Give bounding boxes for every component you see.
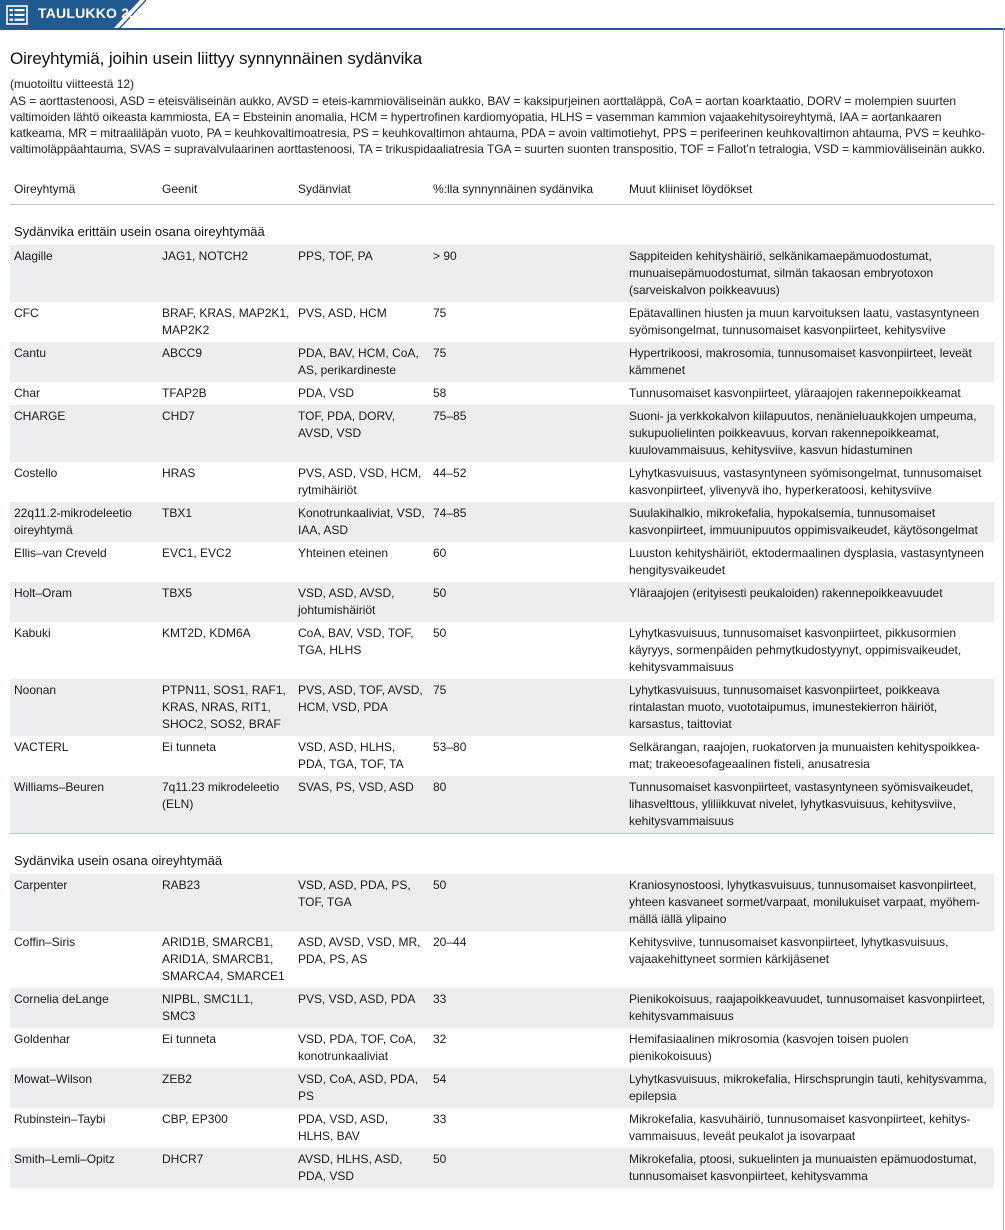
cell-defects: VSD, ASD, AVSD, johtumishäiriöt (294, 582, 429, 622)
table-title: Oireyhtymiä, joihin usein liittyy synnynnäinen sydänvika (10, 49, 423, 68)
table-number-label: TAULUKKO 2. (38, 5, 134, 21)
table-body (10, 205, 994, 1189)
cell-defects: PDA, VSD (294, 382, 429, 405)
cell-syndrome: Cornelia deLange (10, 988, 158, 1028)
cell-percent: 50 (429, 622, 625, 679)
table-label-tab (0, 0, 165, 30)
cell-defects: VSD, ASD, PDA, PS, TOF, TGA (294, 874, 429, 931)
cell-findings: Suulakihalkio, mikrokefalia, hypokalsemia, tunnusomaiset kasvonpiirteet, immuunipuutos oppimisvaikeudet, käytösongelmat (625, 502, 994, 542)
syndrome-table (10, 176, 994, 1188)
column-header-syndrome: Oireyhtymä (10, 176, 158, 205)
cell-findings: Lyhytkasvuisuus, tunnusomaiset kasvonpiirteet, poikkeava rintalastan muoto, vuototaipumus, imunestekierron häiriöt, karsastus, taittoviat (625, 679, 994, 736)
table-row (10, 874, 994, 931)
cell-findings: Sappiteiden kehityshäiriö, selkänikamaepämuodostumat, munuaisepämuodostumat, silmän takaosan embryotoxon (sarveiskalvon poikkeavuus) (625, 245, 994, 302)
cell-findings: Mikrokefalia, kasvuhäiriö, tunnusomaiset kasvonpiirteet, kehitysvammaisuus, leveät peukalot ja isovarpaat (625, 1108, 994, 1148)
table-row (10, 622, 994, 679)
cell-percent: 58 (429, 382, 625, 405)
cell-syndrome: Ellis–van Creveld (10, 542, 158, 582)
cell-defects: PDA, VSD, ASD, HLHS, BAV (294, 1108, 429, 1148)
cell-percent: 54 (429, 1068, 625, 1108)
column-header-defects: Sydänviat (294, 176, 429, 205)
cell-syndrome: Kabuki (10, 622, 158, 679)
cell-syndrome: Holt–Oram (10, 582, 158, 622)
cell-genes: CHD7 (158, 405, 294, 462)
cell-genes: RAB23 (158, 874, 294, 931)
cell-syndrome: Goldenhar (10, 1028, 158, 1068)
cell-syndrome: VACTERL (10, 736, 158, 776)
cell-percent: 75 (429, 302, 625, 342)
cell-genes: ZEB2 (158, 1068, 294, 1108)
cell-genes: KMT2D, KDM6A (158, 622, 294, 679)
cell-syndrome: CHARGE (10, 405, 158, 462)
cell-genes: ABCC9 (158, 342, 294, 382)
table-row (10, 342, 994, 382)
cell-genes: EVC1, EVC2 (158, 542, 294, 582)
section-title: Sydänvika usein osana oireyhtymää (10, 834, 994, 875)
cell-percent: > 90 (429, 245, 625, 302)
table-row (10, 245, 994, 302)
cell-syndrome: Alagille (10, 245, 158, 302)
cell-genes: PTPN11, SOS1, RAF1, KRAS, NRAS, RIT1, SHOC2, SOS2, BRAF (158, 679, 294, 736)
cell-percent: 50 (429, 582, 625, 622)
cell-defects: AVSD, HLHS, ASD, PDA, VSD (294, 1148, 429, 1188)
cell-findings: Lyhytkasvuisuus, tunnusomaiset kasvonpiirteet, pikkusormien käyryys, sormenpäiden pehmytkudostyynyt, oppimisvaikeudet, kehitysvammaisuus (625, 622, 994, 679)
cell-genes: 7q11.23 mikrodeleetio (ELN) (158, 776, 294, 834)
cell-findings: Kehitysviive, tunnusomaiset kasvonpiirteet, lyhytkasvuisuus, vajaakehittyneet sormien kärkijäsenet (625, 931, 994, 988)
section-header-row (10, 834, 994, 875)
cell-genes: BRAF, KRAS, MAP2K1, MAP2K2 (158, 302, 294, 342)
cell-genes: TBX5 (158, 582, 294, 622)
cell-findings: Hemifasiaalinen mikrosomia (kasvojen toisen puolen pienikokoisuus) (625, 1028, 994, 1068)
cell-defects: PVS, ASD, TOF, AVSD, HCM, VSD, PDA (294, 679, 429, 736)
cell-syndrome: Carpenter (10, 874, 158, 931)
cell-defects: VSD, CoA, ASD, PDA, PS (294, 1068, 429, 1108)
table-row (10, 776, 994, 834)
cell-genes: CBP, EP300 (158, 1108, 294, 1148)
table-source-note: (muotoiltu viitteestä 12) (10, 77, 135, 91)
cell-syndrome: Smith–Lemli–Opitz (10, 1148, 158, 1188)
cell-percent: 33 (429, 988, 625, 1028)
cell-defects: Yhteinen eteinen (294, 542, 429, 582)
table-row (10, 462, 994, 502)
cell-genes: DHCR7 (158, 1148, 294, 1188)
cell-defects: CoA, BAV, VSD, TOF, TGA, HLHS (294, 622, 429, 679)
cell-findings: Epätavallinen hiusten ja muun karvoituksen laatu, vastasyntyneen syömisongelmat, tunnusomaiset kasvonpiirteet, kehitysviive (625, 302, 994, 342)
table-row (10, 736, 994, 776)
cell-findings: Tunnusomaiset kasvonpiirteet, vastasyntyneen syömisvaikeudet, lihasvelttous, yliliikkuvat nivelet, lyhytkasvuisuus, kehitysviive, kehitysvammaisuus (625, 776, 994, 834)
cell-genes: TBX1 (158, 502, 294, 542)
cell-syndrome: Cantu (10, 342, 158, 382)
cell-genes: ARID1B, SMARCB1, ARID1A, SMARCB1, SMARCA4, SMARCE1 (158, 931, 294, 988)
cell-findings: Suoni- ja verkkokalvon kiilapuutos, nenänieluaukkojen umpeuma, sukupuolielinten poikkeavuus, korvan rakennepoikkeamat, kuulovammaisuus, kehitysviive, kasvun hidastuminen (625, 405, 994, 462)
cell-genes: Ei tunneta (158, 1028, 294, 1068)
cell-syndrome: Coffin–Siris (10, 931, 158, 988)
table-row (10, 679, 994, 736)
cell-syndrome: CFC (10, 302, 158, 342)
cell-findings: Kraniosynostoosi, lyhytkasvuisuus, tunnusomaiset kasvonpiirteet, yhteen kasvaneet sormet/varpaat, monilukuiset varpaat, myöhemmällä iällä ylipaino (625, 874, 994, 931)
cell-findings: Mikrokefalia, ptoosi, sukuelinten ja munuaisten epämuodostumat, tunnusomaiset kasvonpiirteet, kehitysvamma (625, 1148, 994, 1188)
column-header-findings: Muut kliiniset löydökset (625, 176, 994, 205)
cell-findings: Lyhytkasvuisuus, vastasyntyneen syömisongelmat, tunnusomaiset kasvonpiirteet, ylivenyvä iho, hyperkeratoosi, kehitysviive (625, 462, 994, 502)
cell-findings: Yläraajojen (erityisesti peukaloiden) rakennepoikkeavuudet (625, 582, 994, 622)
cell-syndrome: Noonan (10, 679, 158, 736)
cell-percent: 50 (429, 874, 625, 931)
cell-findings: Selkärangan, raajojen, ruokatorven ja munuaisten kehityspoikkeamat; trakeoesofageaalinen fisteli, anusatresia (625, 736, 994, 776)
abbreviations-legend: AS = aorttastenoosi, ASD = eteisväliseinän aukko, AVSD = eteis-kammioväliseinän aukko, BAV = kaksipurjeinen aorttaläppä, CoA = aortan koarktaatio, DORV = molempien suurten valtimoiden lähtö oikeasta kammiosta, EA = Ebsteinin anomalia, HCM = hypertrofinen kardiomyopatia, HLHS = vasemman kammion vajaakehitysoireyhtymä, IAA = aortankaaren katkeama, MR = mitraaliläpän vuoto, PA = keuhkovaltimoatresia, PS = keuhkovaltimon ahtauma, PDA = avoin valtimotiehyt, PPS = perifeerinen keuhkovaltimon ahtauma, PVS = keuhkovaltimoläppäahtauma, SVAS = supravalvulaarinen aorttastenoosi, TA = trikuspidaaliatresia TGA = suurten suonten transpositio, TOF = Fallot’n tetralogia, VSD = kammioväliseinän aukko. (10, 94, 986, 156)
table-row (10, 988, 994, 1028)
section-header-row (10, 205, 994, 246)
frame-right-border (1003, 28, 1004, 1230)
cell-defects: SVAS, PS, VSD, ASD (294, 776, 429, 834)
cell-syndrome: Williams–Beuren (10, 776, 158, 834)
cell-findings: Pienikokoisuus, raajapoikkeavuudet, tunnusomaiset kasvonpiirteet, kehitysvammaisuus (625, 988, 994, 1028)
cell-defects: TOF, PDA, DORV, AVSD, VSD (294, 405, 429, 462)
cell-defects: Konotrunkaaliviat, VSD, IAA, ASD (294, 502, 429, 542)
table-header-row (10, 176, 994, 205)
cell-percent: 75–85 (429, 405, 625, 462)
table-row (10, 1068, 994, 1108)
cell-percent: 32 (429, 1028, 625, 1068)
cell-percent: 53–80 (429, 736, 625, 776)
cell-defects: PVS, ASD, VSD, HCM, rytmihäiriöt (294, 462, 429, 502)
cell-defects: ASD, AVSD, VSD, MR, PDA, PS, AS (294, 931, 429, 988)
cell-genes: Ei tunneta (158, 736, 294, 776)
cell-defects: VSD, ASD, HLHS, PDA, TGA, TOF, TA (294, 736, 429, 776)
table-row (10, 931, 994, 988)
cell-defects: PDA, BAV, HCM, CoA, AS, perikardineste (294, 342, 429, 382)
cell-percent: 80 (429, 776, 625, 834)
cell-defects: PVS, VSD, ASD, PDA (294, 988, 429, 1028)
cell-genes: HRAS (158, 462, 294, 502)
table-row (10, 405, 994, 462)
cell-syndrome: Mowat–Wilson (10, 1068, 158, 1108)
cell-defects: PVS, ASD, HCM (294, 302, 429, 342)
cell-syndrome: Char (10, 382, 158, 405)
table-row (10, 582, 994, 622)
cell-percent: 33 (429, 1108, 625, 1148)
cell-percent: 20–44 (429, 931, 625, 988)
cell-findings: Luuston kehityshäiriöt, ektodermaalinen dysplasia, vastasyntyneen hengitysvaikeudet (625, 542, 994, 582)
cell-percent: 74–85 (429, 502, 625, 542)
table-row (10, 1148, 994, 1188)
cell-percent: 60 (429, 542, 625, 582)
cell-syndrome: Rubinstein–Taybi (10, 1108, 158, 1148)
table-icon (6, 5, 28, 25)
cell-defects: VSD, PDA, TOF, CoA, konotrunkaaliviat (294, 1028, 429, 1068)
table-row (10, 382, 994, 405)
cell-syndrome: 22q11.2-mikrodeleetio oireyhtymä (10, 502, 158, 542)
table-row (10, 542, 994, 582)
table-row (10, 302, 994, 342)
cell-findings: Hypertrikoosi, makrosomia, tunnusomaiset kasvonpiirteet, leveät kämmenet (625, 342, 994, 382)
cell-percent: 75 (429, 342, 625, 382)
column-header-genes: Geenit (158, 176, 294, 205)
cell-syndrome: Costello (10, 462, 158, 502)
table-row (10, 502, 994, 542)
column-header-percent: %:lla synnynnäinen sydänvika (429, 176, 625, 205)
cell-defects: PPS, TOF, PA (294, 245, 429, 302)
cell-findings: Lyhytkasvuisuus, mikrokefalia, Hirschsprungin tauti, kehitysvamma, epilepsia (625, 1068, 994, 1108)
table-row (10, 1028, 994, 1068)
cell-genes: NIPBL, SMC1L1, SMC3 (158, 988, 294, 1028)
cell-findings: Tunnusomaiset kasvonpiirteet, yläraajojen rakennepoikkeamat (625, 382, 994, 405)
cell-percent: 75 (429, 679, 625, 736)
cell-genes: TFAP2B (158, 382, 294, 405)
cell-genes: JAG1, NOTCH2 (158, 245, 294, 302)
cell-percent: 50 (429, 1148, 625, 1188)
section-title: Sydänvika erittäin usein osana oireyhtymää (14, 224, 265, 239)
table-row (10, 1108, 994, 1148)
cell-percent: 44–52 (429, 462, 625, 502)
